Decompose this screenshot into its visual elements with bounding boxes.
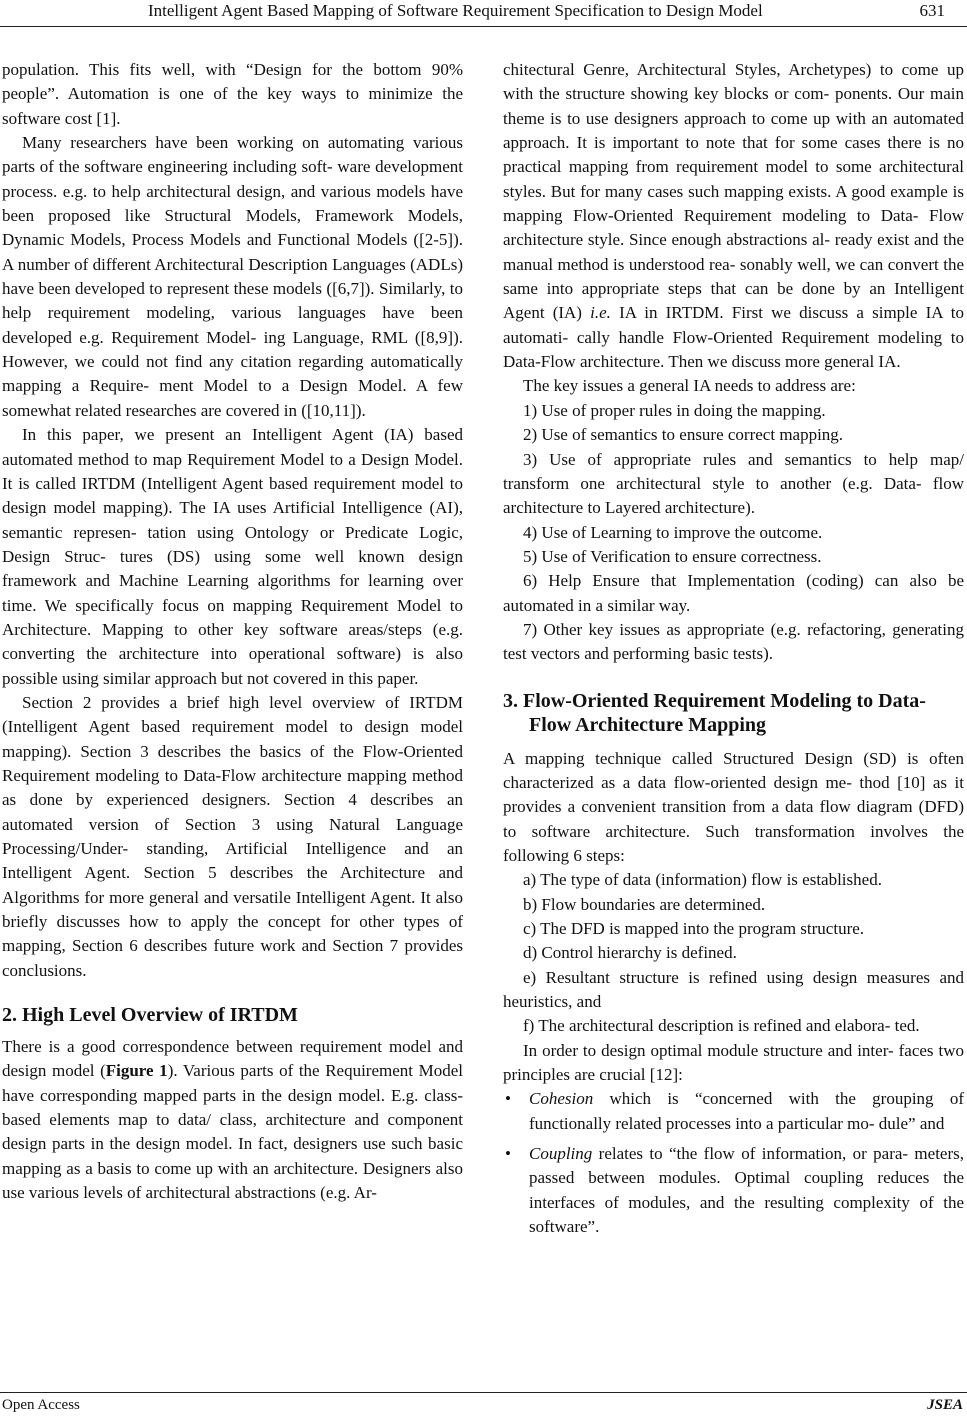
bullet-term: Coupling	[529, 1144, 593, 1164]
bullet-icon: •	[505, 1144, 511, 1164]
paragraph-abstractions-continued	[503, 58, 964, 374]
paragraph-related-work: Many researchers have been working on automating various parts of the software engineering including soft- ware development process. e.g. to help architectural design, and various models have been proposed like Structural Models, Framework Models, Dynamic Models, Process Models and Functional Models ([2-5]). A number of different Architectural Description Languages (ADLs) have been developed to represent these models ([6,7]). Similarly, to help requirement modeling, various languages have been developed e.g. Requirement Model- ing Language, RML ([8,9]). However, we could not find any citation regarding automatically mapping a Require- ment Model to a Design Model. A few somewhat related researches are covered in ([10,11]).	[2, 133, 463, 420]
section-heading-3: 3. Flow-Oriented Requirement Modeling to Data-Flow Architecture Mapping	[503, 689, 926, 736]
key-issue-item: 6) Help Ensure that Implementation (coding) can also be automated in a similar way.	[503, 571, 964, 615]
journal-abbreviation: JSEA	[927, 1397, 963, 1413]
paragraph-overview	[2, 1035, 463, 1205]
left-column	[2, 58, 463, 1205]
abstractions-text-a: chitectural Genre, Architectural Styles, Archetypes) to come up with the structure showing key blocks or com- ponents. Our main theme is to use designers approach to come up with an automated approach. It is important to note that for some cases there is no practical mapping from requirement model to some architectural styles. But for many cases such mapping exists. A good example is mapping Flow-Oriented Requirement modeling to Data- Flow architecture style. Since enough abstractions al- ready exist and the manual method is understood rea- sonably well, we can convert the same into appropriate steps that can be done by an Intelligent Agent (IA)	[503, 60, 964, 323]
paragraph-paper-outline: Section 2 provides a brief high level overview of IRTDM (Intelligent Agent based requirement model to design model mapping). Section 3 describes the basics of the Flow-Oriented Requirement modeling to Data-Flow architecture mapping method as done by experienced designers. Section 4 describes an automated version of Section 3 using Natural Language Processing/Under- standing, Artificial Intelligence and an Intelligent Agent. Section 5 describes the Architecture and Algorithms for more general and versatile Intelligent Agent. It also briefly discusses how to apply the concept for other types of mapping, Section 6 describes future work and Section 7 provides conclusions.	[2, 692, 463, 980]
sd-step-item: d) Control hierarchy is defined.	[523, 943, 737, 963]
key-issue-item: 4) Use of Learning to improve the outcome.	[523, 522, 823, 542]
header-rule	[0, 26, 967, 27]
page-number: 631	[919, 1, 945, 20]
right-column	[503, 58, 964, 1239]
bullet-text: which is “concerned with the grouping of functionally related processes into a particular mo- dule” and	[529, 1089, 964, 1133]
principles-bullet-list	[503, 1087, 964, 1239]
ie-abbreviation: i.e.	[590, 303, 611, 323]
key-issue-item: 7) Other key issues as appropriate (e.g. refactoring, generating test vectors and performing basic tests).	[503, 619, 964, 664]
sd-steps-list	[503, 868, 964, 1038]
section-heading-2: 2. High Level Overview of IRTDM	[2, 1004, 298, 1027]
paragraph-intro-continued: population. This fits well, with “Design for the bottom 90% people”. Automation is one of the key ways to minimize the software cost [1].	[2, 60, 463, 128]
key-issue-item: 1) Use of proper rules in doing the mapping.	[523, 400, 826, 420]
bullet-item-cohesion	[503, 1087, 964, 1136]
figure-reference-link[interactable]: Figure 1	[105, 1061, 168, 1081]
bullet-icon: •	[505, 1089, 511, 1109]
overview-text-b: ). Various parts of the Requirement Model have corresponding mapped parts in the design model. E.g. class-based elements map to data/ class, architecture and component design parts in the design model. In fact, designers use such basic mapping as a basis to come up with an architecture. Designers also use various levels of architectural abstractions (e.g. Ar-	[2, 1061, 463, 1203]
key-issues-list	[503, 399, 964, 667]
paragraph-contribution: In this paper, we present an Intelligent Agent (IA) based automated method to map Requirement Model to a Design Model. It is called IRTDM (Intelligent Agent based requirement model to design model mapping). The IA uses Artificial Intelligence (AI), semantic represen- tation using Ontology or Predicate Logic, Design Struc- tures (DS) using some well known design framework and Machine Learning algorithms for learning over time. We specifically focus on mapping Requirement Model to Architecture. Mapping to other key software areas/steps (e.g. converting the architecture into operational software) is also possible using similar approach but not covered in this paper.	[2, 425, 463, 688]
sd-step-item: c) The DFD is mapped into the program structure.	[523, 919, 865, 938]
bullet-text: relates to “the flow of information, or para- meters, passed between modules. Optimal coupling reduces the interfaces of modules, and the resulting complexity of the software”.	[529, 1144, 964, 1237]
paragraph-design-principles: In order to design optimal module structure and inter- faces two principles are crucial [12]:	[503, 1040, 964, 1085]
paragraph-structured-design: A mapping technique called Structured Design (SD) is often characterized as a data flow-oriented design me- thod [10] as it provides a convenient transition from a data flow diagram (DFD) to software architecture. Such transformation involves the following 6 steps:	[503, 748, 964, 865]
bullet-item-coupling	[503, 1142, 964, 1239]
key-issue-item: 5) Use of Verification to ensure correctness.	[523, 546, 822, 566]
running-title: Intelligent Agent Based Mapping of Software Requirement Specification to Design Model	[148, 1, 763, 20]
bullet-term: Cohesion	[529, 1089, 594, 1109]
sd-step-item: f) The architectural description is refined and elabora- ted.	[523, 1016, 920, 1036]
paragraph-key-issues-intro: The key issues a general IA needs to address are:	[523, 376, 856, 396]
sd-step-item: b) Flow boundaries are determined.	[523, 894, 766, 914]
sd-step-item: e) Resultant structure is refined using design measures and heuristics, and	[503, 967, 964, 1012]
key-issue-item: 2) Use of semantics to ensure correct mapping.	[523, 425, 844, 445]
overview-text-a: There is a good correspondence between requirement model and design model (	[2, 1037, 463, 1081]
running-header	[0, 0, 967, 36]
sd-step-item: a) The type of data (information) flow is established.	[523, 870, 882, 890]
footer-rule	[0, 1392, 967, 1393]
open-access-label: Open Access	[2, 1397, 80, 1413]
abstractions-text-b: IA in IRTDM. First we discuss a simple IA to automati- cally handle Flow-Oriented Requirement modeling to Data-Flow architecture. Then we discuss more general IA.	[503, 303, 964, 372]
key-issue-item: 3) Use of appropriate rules and semantics to help map/ transform one architectural style to another (e.g. Data- flow architecture to Layered architecture).	[503, 449, 964, 518]
